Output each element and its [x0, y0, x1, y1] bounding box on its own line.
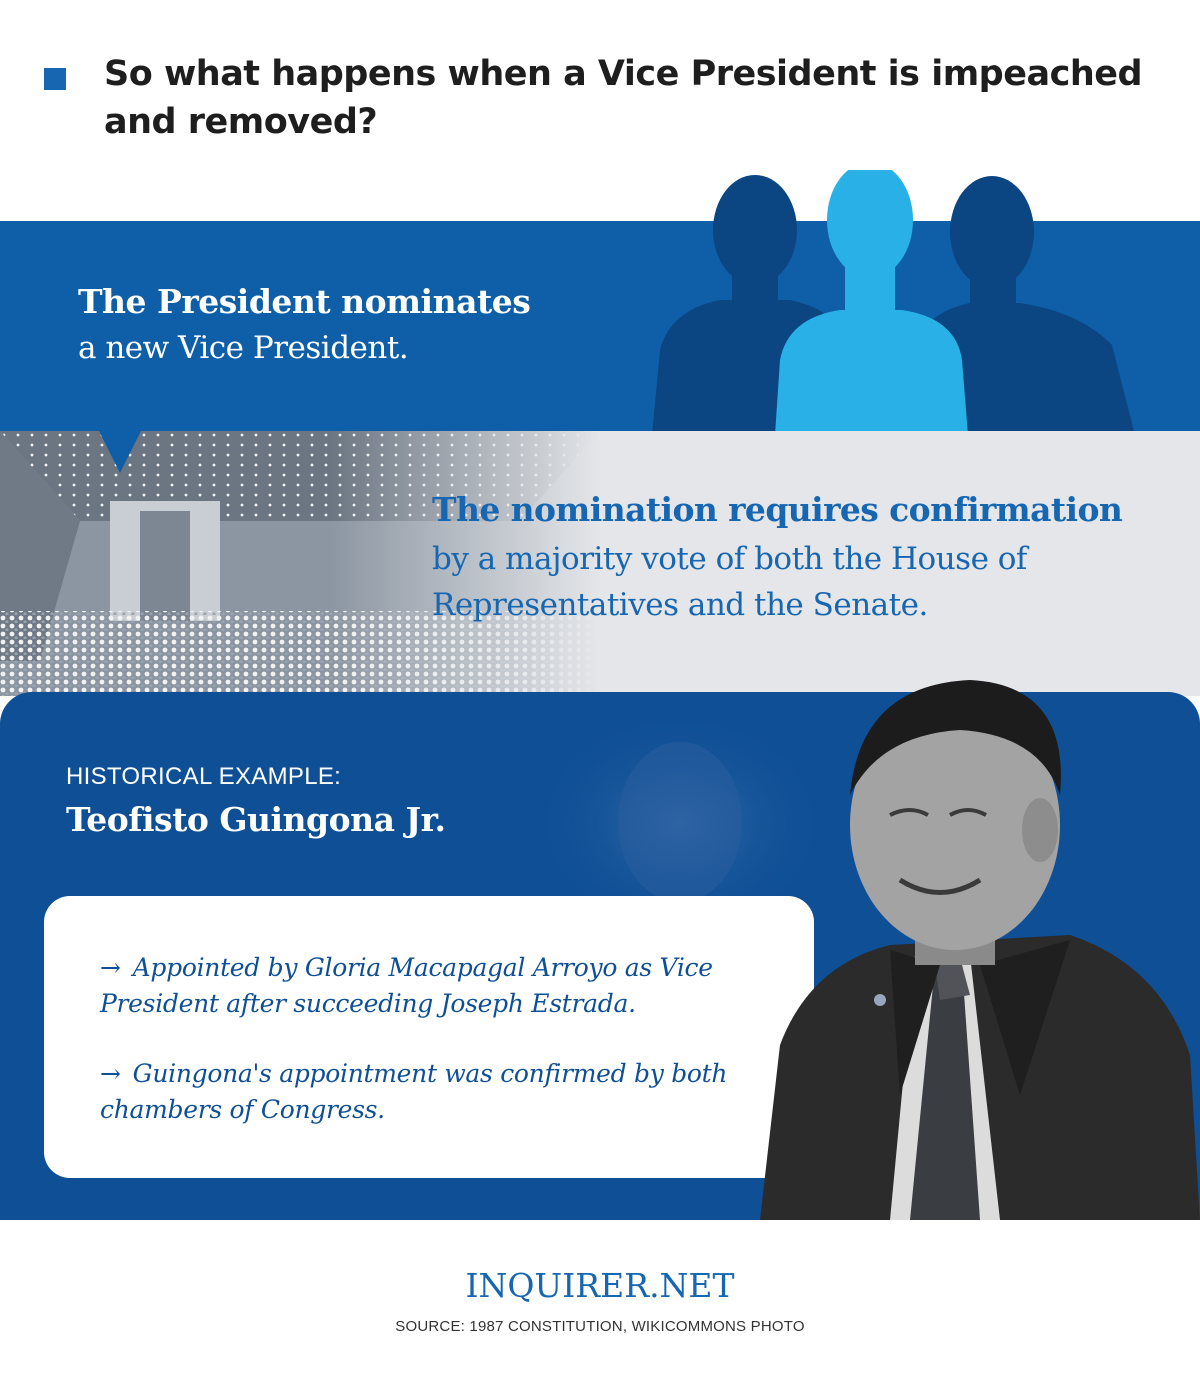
guingona-portrait-photo [740, 665, 1200, 1220]
historical-example-label: HISTORICAL EXAMPLE: [66, 763, 342, 790]
people-silhouette-icon [640, 170, 1150, 435]
nominate-subtext: a new Vice President. [78, 330, 409, 366]
fact-item [100, 950, 790, 1022]
square-bullet-icon [44, 68, 66, 90]
arrow-right-icon: → [100, 1059, 121, 1088]
section-pointer [98, 429, 142, 473]
inquirer-logo: INQUIRER.NET [465, 1266, 735, 1305]
fact-item [100, 1056, 790, 1128]
page-title: So what happens when a Vice President is impeached and removed? [104, 54, 1143, 142]
nominate-heading: The President nominates [78, 282, 531, 321]
arrow-right-icon: → [100, 953, 121, 982]
confirmation-subtext: by a majority vote of both the House of Representatives and the Senate. [432, 541, 1027, 623]
confirmation-heading: The nomination requires confirmation [432, 490, 1123, 529]
source-credit: SOURCE: 1987 CONSTITUTION, WIKICOMMONS PHOTO [395, 1318, 805, 1335]
fact-text: Appointed by Gloria Macapagal Arroyo as Vice President after succeeding Joseph Estrada. [100, 953, 713, 1018]
facts-card [44, 896, 814, 1178]
fact-text: Guingona's appointment was confirmed by both chambers of Congress. [100, 1059, 728, 1124]
historical-example-name: Teofisto Guingona Jr. [66, 800, 446, 839]
